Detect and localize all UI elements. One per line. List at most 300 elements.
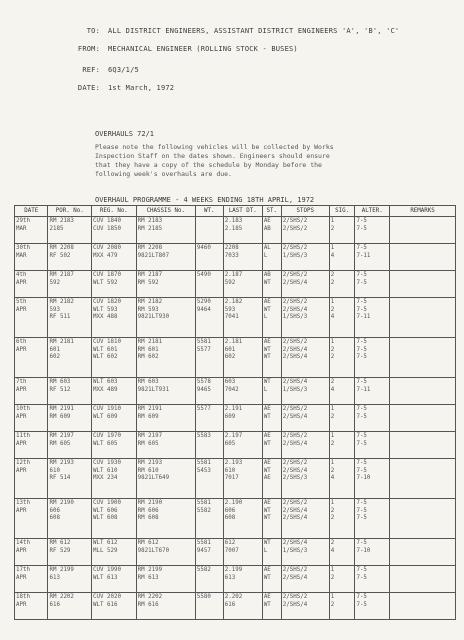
por-cell-line: RF 529 bbox=[49, 547, 71, 554]
por-cell-line: RM 2190 bbox=[49, 500, 74, 506]
por-cell-line: RF 512 bbox=[49, 386, 71, 393]
remarks-cell bbox=[390, 459, 456, 499]
alteration-cell-line: 7-5 bbox=[356, 339, 367, 345]
status-cell bbox=[262, 378, 281, 405]
weight-cell-line: 5581 bbox=[196, 540, 211, 546]
signal-cell-line: 2 bbox=[330, 306, 335, 313]
stops-cell-line: 2/SHS/4 bbox=[282, 507, 308, 514]
status-cell bbox=[262, 298, 281, 338]
por-cell-line: RM 2197 bbox=[49, 433, 74, 439]
chassis-cell-line: RM 2197 bbox=[137, 433, 163, 439]
chassis-cell-line: RM 592 bbox=[137, 279, 159, 286]
remarks-cell bbox=[390, 378, 456, 405]
remarks-cell bbox=[390, 271, 456, 298]
chassis-cell-line: RM 2185 bbox=[137, 225, 163, 232]
last-date-cell-line: 593 bbox=[224, 306, 236, 313]
por-cell-line: 606 bbox=[49, 507, 60, 514]
alteration-cell bbox=[355, 217, 390, 244]
weight-cell bbox=[195, 244, 223, 271]
por-cell-line: 592 bbox=[49, 279, 60, 286]
stops-cell bbox=[281, 539, 329, 566]
date-cell-line: APR bbox=[16, 279, 27, 286]
alteration-cell bbox=[355, 338, 390, 378]
signal-cell-line: 2 bbox=[330, 279, 335, 286]
date-cell-line: 18th bbox=[16, 594, 30, 600]
ref-line bbox=[40, 66, 139, 74]
alteration-cell-line: 7-5 bbox=[356, 379, 367, 385]
last-date-cell-line: 592 bbox=[224, 279, 236, 286]
weight-cell bbox=[195, 539, 223, 566]
por-cell bbox=[48, 271, 92, 298]
last-date-cell-line: 2208 bbox=[224, 245, 239, 251]
date-cell bbox=[15, 405, 48, 432]
chassis-cell-line: RM 610 bbox=[137, 467, 159, 474]
from-value: MECHANICAL ENGINEER (ROLLING STOCK - BUSES) bbox=[108, 45, 298, 53]
signal-cell-line: 2 bbox=[330, 346, 335, 353]
weight-cell-line: 5581 bbox=[196, 339, 211, 345]
reg-cell-line: MXX 489 bbox=[93, 386, 118, 393]
stops-cell bbox=[281, 566, 329, 593]
status-cell-line: L bbox=[263, 252, 268, 259]
signal-cell bbox=[329, 271, 355, 298]
reg-cell-line: MXX 479 bbox=[93, 252, 118, 259]
stops-cell-line: 2/SHS/2 bbox=[282, 433, 308, 439]
reg-cell-line: MXX 234 bbox=[93, 475, 118, 481]
reg-cell-line: WLT 602 bbox=[93, 354, 118, 360]
last-date-cell-line: 2.185 bbox=[224, 225, 243, 232]
chassis-cell bbox=[136, 499, 195, 539]
table-row bbox=[15, 432, 456, 459]
stops-cell bbox=[281, 298, 329, 338]
signal-cell-line: 4 bbox=[330, 475, 335, 481]
status-cell-line: AE bbox=[263, 339, 271, 345]
reg-cell-line: WLT 601 bbox=[93, 346, 118, 353]
header-remarks: REMARKS bbox=[390, 206, 456, 217]
por-cell bbox=[48, 217, 92, 244]
header-status: ST. bbox=[262, 206, 281, 217]
por-cell bbox=[48, 499, 92, 539]
alteration-cell-line: 7-5 bbox=[356, 540, 367, 546]
chassis-cell-line: RM 2202 bbox=[137, 594, 163, 600]
header-por-no: POR. No. bbox=[48, 206, 92, 217]
stops-cell-line: 2/SHS/3 bbox=[282, 475, 308, 481]
last-date-cell-line: 613 bbox=[224, 574, 236, 581]
last-date-cell-line: 602 bbox=[224, 354, 236, 360]
stops-cell bbox=[281, 499, 329, 539]
stops-cell bbox=[281, 432, 329, 459]
signal-cell-line: 2 bbox=[330, 272, 335, 278]
por-cell-line: 593 bbox=[49, 306, 60, 313]
last-date-cell bbox=[223, 593, 262, 620]
to-line bbox=[40, 27, 399, 35]
weight-cell-line: 9465 bbox=[196, 386, 211, 393]
reg-cell bbox=[92, 593, 137, 620]
signal-cell-line: 2 bbox=[330, 540, 335, 546]
chassis-cell-line: RM 605 bbox=[137, 440, 159, 447]
signal-cell-line: 4 bbox=[330, 547, 335, 554]
date-cell-line: APR bbox=[16, 306, 27, 313]
table-row bbox=[15, 217, 456, 244]
alteration-cell bbox=[355, 271, 390, 298]
last-date-cell-line: 7007 bbox=[224, 547, 239, 554]
reg-cell-line: MXX 488 bbox=[93, 314, 118, 320]
alteration-cell-line: 7-11 bbox=[356, 314, 371, 320]
stops-cell-line: 2/SHS/2 bbox=[282, 225, 308, 232]
chassis-cell bbox=[136, 298, 195, 338]
reg-cell-line: WLT 613 bbox=[93, 574, 118, 581]
por-cell-line: RM 2182 bbox=[49, 299, 74, 305]
table-row bbox=[15, 244, 456, 271]
por-cell-line: RM 2183 bbox=[49, 218, 74, 224]
stops-cell bbox=[281, 405, 329, 432]
reg-cell-line: WLT 592 bbox=[93, 279, 118, 286]
status-cell-line: AE bbox=[263, 299, 271, 305]
last-date-cell bbox=[223, 298, 262, 338]
last-date-cell-line: 616 bbox=[224, 601, 236, 608]
date-cell-line: APR bbox=[16, 547, 27, 554]
status-cell-line: AE bbox=[263, 218, 271, 224]
last-date-cell-line: 601 bbox=[224, 346, 236, 353]
alteration-cell-line: 7-5 bbox=[356, 594, 367, 600]
status-cell-line: L bbox=[263, 386, 268, 393]
table-row bbox=[15, 271, 456, 298]
stops-cell-line: 2/SHS/2 bbox=[282, 272, 308, 278]
ref-value: 6Q3/1/5 bbox=[108, 66, 139, 74]
alteration-cell bbox=[355, 539, 390, 566]
reg-cell-line: CUV 1900 bbox=[93, 500, 121, 506]
reg-cell-line: WLT 603 bbox=[93, 379, 118, 385]
signal-cell-line: 4 bbox=[330, 252, 335, 259]
alteration-cell bbox=[355, 244, 390, 271]
status-cell bbox=[262, 539, 281, 566]
stops-cell-line: 2/SHS/2 bbox=[282, 460, 308, 466]
date-cell bbox=[15, 338, 48, 378]
chassis-cell bbox=[136, 459, 195, 499]
alteration-cell-line: 7-5 bbox=[356, 574, 367, 581]
alteration-cell-line: 7-5 bbox=[356, 413, 367, 420]
signal-cell-line: 2 bbox=[330, 354, 335, 360]
stops-cell-line: 2/SHS/4 bbox=[282, 440, 308, 447]
date-cell bbox=[15, 593, 48, 620]
signal-cell-line: 1 bbox=[330, 406, 335, 412]
signal-cell-line: 1 bbox=[330, 567, 335, 573]
status-cell-line: AE bbox=[263, 460, 271, 466]
chassis-cell bbox=[136, 566, 195, 593]
stops-cell-line: 2/SHS/2 bbox=[282, 218, 308, 224]
alteration-cell bbox=[355, 566, 390, 593]
from-line bbox=[40, 45, 298, 53]
alteration-cell-line: 7-5 bbox=[356, 601, 367, 608]
last-date-cell-line: 7041 bbox=[224, 314, 239, 320]
date-cell bbox=[15, 298, 48, 338]
date-cell-line: APR bbox=[16, 440, 27, 447]
status-cell-line: L bbox=[263, 547, 268, 554]
header-reg-no: REG. No. bbox=[92, 206, 137, 217]
weight-cell-line: 5582 bbox=[196, 567, 211, 573]
chassis-cell-line: RM 601 bbox=[137, 346, 159, 353]
signal-cell-line: 2 bbox=[330, 601, 335, 608]
reg-cell bbox=[92, 405, 137, 432]
alteration-cell-line: 7-5 bbox=[356, 406, 367, 412]
reg-cell-line: CUV 1990 bbox=[93, 567, 121, 573]
stops-cell-line: 2/SHS/4 bbox=[282, 467, 308, 474]
last-date-cell-line: 2.193 bbox=[224, 460, 243, 466]
date-cell bbox=[15, 271, 48, 298]
weight-cell-line: 9457 bbox=[196, 547, 211, 554]
por-cell-line: RM 2191 bbox=[49, 406, 74, 412]
chassis-cell-line: RM 609 bbox=[137, 413, 159, 420]
paragraph-line: following week's overhauls are due. bbox=[95, 170, 232, 178]
date-cell-line: MAR bbox=[16, 225, 27, 232]
remarks-cell bbox=[390, 432, 456, 459]
last-date-cell-line: 606 bbox=[224, 507, 236, 514]
last-date-cell-line: 2.202 bbox=[224, 594, 243, 600]
last-date-cell-line: 2.187 bbox=[224, 272, 243, 278]
stops-cell bbox=[281, 217, 329, 244]
reg-cell-line: WLT 593 bbox=[93, 306, 118, 313]
status-cell-line: WT bbox=[263, 306, 271, 313]
weight-cell-line: 5581 bbox=[196, 500, 211, 506]
signal-cell bbox=[329, 244, 355, 271]
signal-cell-line: 2 bbox=[330, 440, 335, 447]
status-cell bbox=[262, 271, 281, 298]
status-cell-line: AL bbox=[263, 245, 271, 251]
last-date-cell-line: 2.191 bbox=[224, 406, 243, 412]
signal-cell-line: 1 bbox=[330, 500, 335, 506]
signal-cell-line: 1 bbox=[330, 339, 335, 345]
status-cell-line: WT bbox=[263, 440, 271, 447]
last-date-cell-line: 610 bbox=[224, 467, 236, 474]
weight-cell-line: 5582 bbox=[196, 507, 211, 514]
chassis-cell bbox=[136, 378, 195, 405]
reg-cell bbox=[92, 499, 137, 539]
chassis-cell-line: 9821LT670 bbox=[137, 547, 170, 554]
reg-cell bbox=[92, 459, 137, 499]
paragraph-line: Inspection Staff on the dates shown. Engineers should ensure bbox=[95, 152, 330, 160]
stops-cell-line: 2/SHS/4 bbox=[282, 413, 308, 420]
por-cell-line: RM 2181 bbox=[49, 339, 74, 345]
chassis-cell bbox=[136, 271, 195, 298]
last-date-cell bbox=[223, 271, 262, 298]
signal-cell-line: 2 bbox=[330, 507, 335, 514]
alteration-cell-line: 7-5 bbox=[356, 500, 367, 506]
alteration-cell-line: 7-5 bbox=[356, 225, 367, 232]
alteration-cell-line: 7-5 bbox=[356, 346, 367, 353]
last-date-cell bbox=[223, 432, 262, 459]
por-cell bbox=[48, 566, 92, 593]
table-row bbox=[15, 459, 456, 499]
status-cell bbox=[262, 593, 281, 620]
reg-cell-line: CUV 1820 bbox=[93, 299, 121, 305]
chassis-cell bbox=[136, 405, 195, 432]
signal-cell bbox=[329, 459, 355, 499]
alteration-cell-line: 7-5 bbox=[356, 354, 367, 360]
reg-cell bbox=[92, 271, 137, 298]
por-cell-line: RF 511 bbox=[49, 314, 71, 320]
status-cell-line: AE bbox=[263, 594, 271, 600]
stops-cell-line: 2/SHS/4 bbox=[282, 346, 308, 353]
signal-cell-line: 4 bbox=[330, 386, 335, 393]
header-stops: STOPS bbox=[281, 206, 329, 217]
chassis-cell-line: 9821LT649 bbox=[137, 475, 170, 481]
stops-cell-line: 2/SHS/2 bbox=[282, 500, 308, 506]
reg-cell-line: WLT 609 bbox=[93, 413, 118, 420]
to-label: TO: bbox=[86, 27, 100, 35]
chassis-cell-line: RM 2193 bbox=[137, 460, 163, 466]
remarks-cell bbox=[390, 593, 456, 620]
stops-cell bbox=[281, 593, 329, 620]
por-cell-line: RM 605 bbox=[49, 440, 71, 447]
signal-cell-line: 2 bbox=[330, 413, 335, 420]
date-cell-line: APR bbox=[16, 386, 27, 393]
last-date-cell-line: 2.182 bbox=[224, 299, 243, 305]
signal-cell bbox=[329, 217, 355, 244]
date-line bbox=[40, 84, 174, 92]
status-cell-line: WT bbox=[263, 515, 271, 521]
reg-cell-line: CUV 2080 bbox=[93, 245, 121, 251]
header-last-date: LAST DT. bbox=[223, 206, 262, 217]
date-cell bbox=[15, 539, 48, 566]
por-cell bbox=[48, 405, 92, 432]
date-cell-line: APR bbox=[16, 507, 27, 514]
remarks-cell bbox=[390, 217, 456, 244]
to-value: ALL DISTRICT ENGINEERS, ASSISTANT DISTRICT ENGINEERS 'A', 'B', 'C' bbox=[108, 27, 400, 35]
stops-cell-line: 1/SHS/3 bbox=[282, 547, 308, 554]
stops-cell-line: 1/SHS/3 bbox=[282, 386, 308, 393]
date-cell-line: MAR bbox=[16, 252, 27, 259]
date-cell bbox=[15, 459, 48, 499]
paragraph-line: Please note the following vehicles will be collected by Works bbox=[95, 143, 334, 151]
reg-cell bbox=[92, 298, 137, 338]
date-cell-line: APR bbox=[16, 346, 27, 353]
por-cell-line: 610 bbox=[49, 467, 60, 474]
chassis-cell-line: 9821LT930 bbox=[137, 314, 170, 320]
weight-cell-line: 5577 bbox=[196, 346, 211, 353]
weight-cell-line: 5577 bbox=[196, 406, 211, 412]
remarks-cell bbox=[390, 566, 456, 593]
stops-cell-line: 2/SHS/4 bbox=[282, 379, 308, 385]
stops-cell-line: 2/SHS/2 bbox=[282, 567, 308, 573]
signal-cell-line: 2 bbox=[330, 467, 335, 474]
date-cell-line: 4th bbox=[16, 272, 27, 278]
alteration-cell-line: 7-5 bbox=[356, 306, 367, 313]
signal-cell-line: 1 bbox=[330, 218, 335, 224]
last-date-cell bbox=[223, 459, 262, 499]
chassis-cell-line: RM 612 bbox=[137, 540, 159, 546]
stops-cell-line: 2/SHS/4 bbox=[282, 306, 308, 313]
por-cell-line: RM 2199 bbox=[49, 567, 74, 573]
por-cell-line: RM 2187 bbox=[49, 272, 74, 278]
alteration-cell-line: 7-5 bbox=[356, 440, 367, 447]
date-cell-line: APR bbox=[16, 413, 27, 420]
date-cell bbox=[15, 432, 48, 459]
table-row bbox=[15, 378, 456, 405]
status-cell-line: WT bbox=[263, 467, 271, 474]
weight-cell bbox=[195, 432, 223, 459]
date-cell bbox=[15, 566, 48, 593]
stops-cell-line: 2/SHS/2 bbox=[282, 245, 308, 251]
signal-cell-line: 1 bbox=[330, 433, 335, 439]
header-date: DATE bbox=[15, 206, 48, 217]
date-cell-line: APR bbox=[16, 601, 27, 608]
stops-cell-line: 2/SHS/2 bbox=[282, 299, 308, 305]
reg-cell bbox=[92, 244, 137, 271]
table-row bbox=[15, 593, 456, 620]
status-cell-line: AB bbox=[263, 225, 271, 232]
reg-cell-line: CUV 1970 bbox=[93, 433, 121, 439]
reg-cell-line: CUV 2020 bbox=[93, 594, 121, 600]
remarks-cell bbox=[390, 405, 456, 432]
remarks-cell bbox=[390, 499, 456, 539]
alteration-cell bbox=[355, 593, 390, 620]
stops-cell-line: 2/SHS/2 bbox=[282, 339, 308, 345]
weight-cell-line: 9464 bbox=[196, 306, 211, 313]
alteration-cell-line: 7-10 bbox=[356, 475, 371, 481]
chassis-cell-line: RM 2181 bbox=[137, 339, 163, 345]
chassis-cell-line: RM 603 bbox=[137, 379, 159, 385]
alteration-cell bbox=[355, 405, 390, 432]
reg-cell bbox=[92, 338, 137, 378]
date-cell-line: 6th bbox=[16, 339, 27, 345]
alteration-cell-line: 7-5 bbox=[356, 515, 367, 521]
signal-cell bbox=[329, 432, 355, 459]
status-cell-line: WT bbox=[263, 379, 271, 385]
signal-cell bbox=[329, 539, 355, 566]
reg-cell-line: WLT 606 bbox=[93, 507, 118, 514]
alteration-cell bbox=[355, 499, 390, 539]
weight-cell-line: 5583 bbox=[196, 433, 211, 439]
stops-cell bbox=[281, 338, 329, 378]
status-cell-line: WT bbox=[263, 413, 271, 420]
chassis-cell bbox=[136, 432, 195, 459]
header-weight: WT. bbox=[195, 206, 223, 217]
last-date-cell-line: 603 bbox=[224, 379, 236, 385]
signal-cell-line: 2 bbox=[330, 574, 335, 581]
date-cell bbox=[15, 499, 48, 539]
alteration-cell-line: 7-5 bbox=[356, 460, 367, 466]
date-cell-line: 11th bbox=[16, 433, 30, 439]
alteration-cell-line: 7-5 bbox=[356, 433, 367, 439]
alteration-cell bbox=[355, 378, 390, 405]
chassis-cell bbox=[136, 539, 195, 566]
status-cell-line: AE bbox=[263, 567, 271, 573]
date-cell-line: APR bbox=[16, 574, 27, 581]
stops-cell-line: 2/SHS/4 bbox=[282, 601, 308, 608]
stops-cell-line: 1/SHS/3 bbox=[282, 314, 308, 320]
chassis-cell bbox=[136, 244, 195, 271]
chassis-cell-line: RM 2183 bbox=[137, 218, 163, 224]
last-date-cell-line: 7042 bbox=[224, 386, 239, 393]
por-cell-line: 601 bbox=[49, 346, 60, 353]
date-cell-line: 10th bbox=[16, 406, 30, 412]
date-cell bbox=[15, 378, 48, 405]
chassis-cell-line: RM 2187 bbox=[137, 272, 163, 278]
alteration-cell-line: 7-11 bbox=[356, 252, 371, 259]
chassis-cell-line: RM 613 bbox=[137, 574, 159, 581]
por-cell-line: RF 514 bbox=[49, 475, 71, 481]
reg-cell bbox=[92, 432, 137, 459]
alteration-cell-line: 7-11 bbox=[356, 386, 371, 393]
por-cell-line: 616 bbox=[49, 601, 60, 608]
chassis-cell bbox=[136, 593, 195, 620]
signal-cell-line: 1 bbox=[330, 460, 335, 466]
chassis-cell-line: 9821LT807 bbox=[137, 252, 170, 259]
status-cell bbox=[262, 499, 281, 539]
reg-cell-line: WLT 608 bbox=[93, 515, 118, 521]
stops-cell-line: 2/SHS/2 bbox=[282, 406, 308, 412]
reg-cell-line: CUV 1850 bbox=[93, 225, 121, 232]
status-cell-line: WT bbox=[263, 354, 271, 360]
